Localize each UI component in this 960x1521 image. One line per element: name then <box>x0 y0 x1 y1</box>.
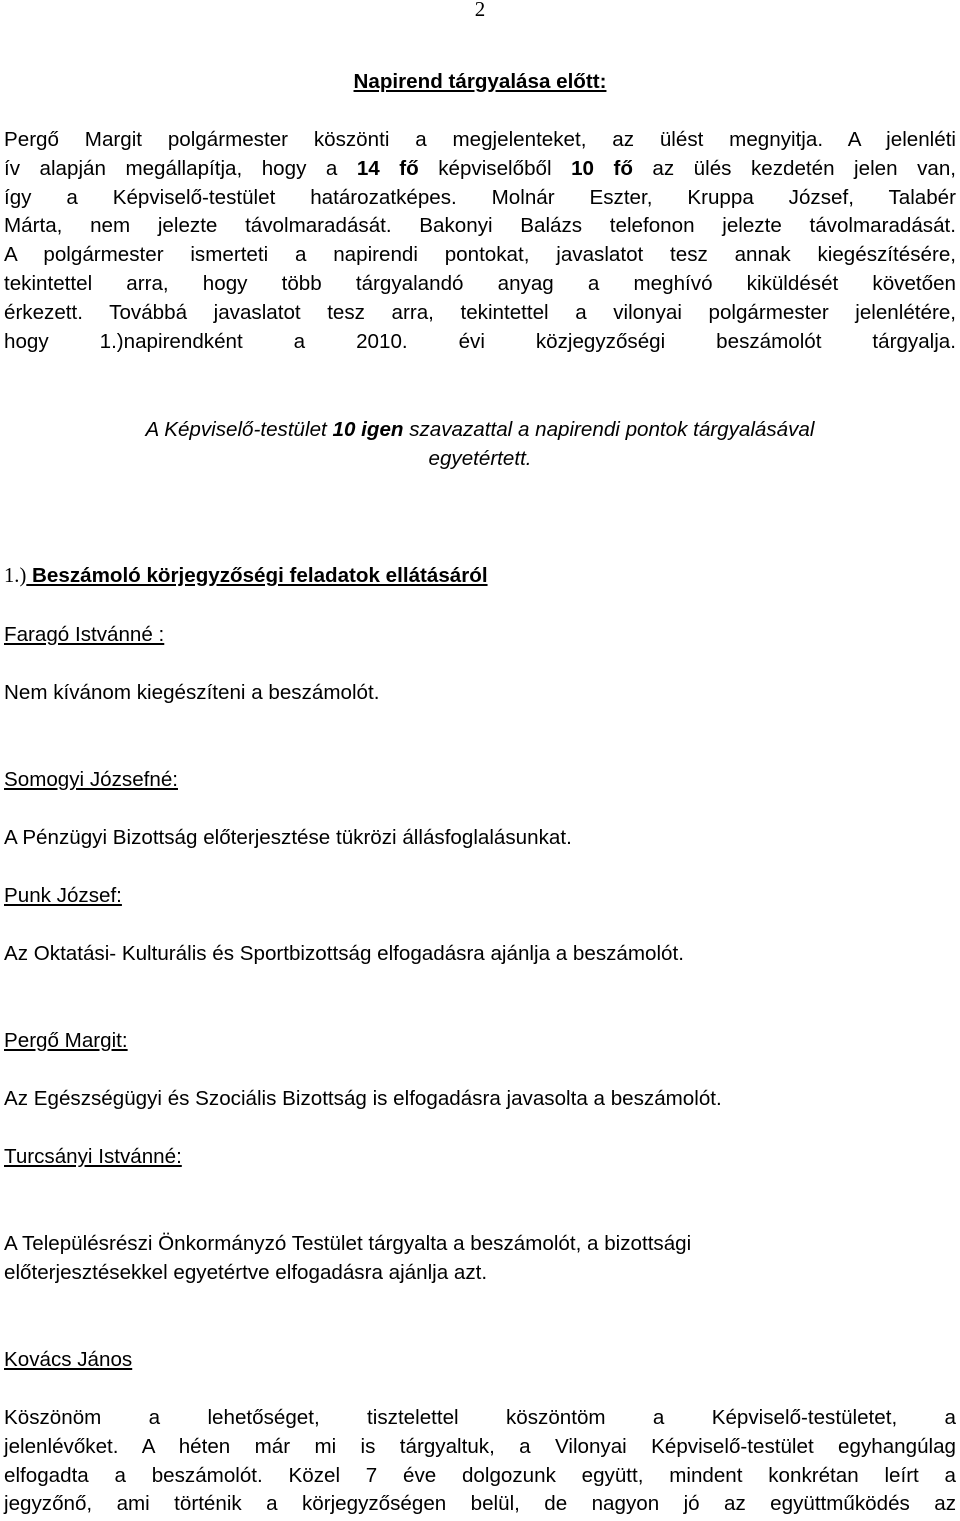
statement-line: jegyzőnő, ami történik a körjegyzőségen belül, de nagyon jó az együttműködés az <box>4 1492 956 1516</box>
speaker-statement: Nem kívánom kiegészíteni a beszámolót. <box>4 681 380 704</box>
vote-count: 10 <box>332 418 356 441</box>
intro-line: így a Képviselő-testület határozatképes. Molnár Eszter, Kruppa József, Talabér <box>4 185 956 209</box>
intro-line: érkezett. Továbbá javaslatot tesz arra, tekintettel a vilonyai polgármester jelenlétére, <box>4 300 956 324</box>
speaker-statement: Az Oktatási- Kulturális és Sportbizottság elfogadásra ajánlja a beszámolót. <box>4 942 684 965</box>
intro-line: Pergő Margit polgármester köszönti a megjelenteket, az ülést megnyitja. A jelenléti <box>4 128 956 151</box>
resolution-line: egyetértett. <box>428 446 532 470</box>
present-members: 10 fő <box>571 156 633 180</box>
vote-type: igen <box>361 418 404 441</box>
speaker-name: Faragó Istvánné : <box>4 623 165 646</box>
resolution <box>4 416 956 474</box>
resolution-line: A Képviselő-testület 10 igen szavazattal a napirendi pontok tárgyalásával <box>145 418 815 441</box>
speaker-name: Somogyi Józsefné: <box>4 768 178 791</box>
speaker-name: Kovács János <box>4 1348 133 1371</box>
intro-paragraph <box>4 126 956 356</box>
intro-line: ív alapján megállapítja, hogy a 14 fő képviselőből 10 fő az ülés kezdetén jelen van, <box>4 156 956 180</box>
statement-line: előterjesztésekkel egyetértve elfogadásra ajánlja azt. <box>4 1260 488 1284</box>
agenda-item-number: 1.) <box>4 565 27 587</box>
statement-line: elfogadta a beszámolót. Közel 7 éve dolgozunk együtt, mindent konkrétan leírt a <box>4 1463 956 1487</box>
agenda-item-heading: Beszámoló körjegyzőségi feladatok ellátásáról <box>26 564 488 587</box>
page-number: 2 <box>474 0 486 21</box>
speaker-name: Pergő Margit: <box>4 1029 128 1052</box>
speaker-statement <box>4 1404 956 1519</box>
speaker-statement: Az Egészségügyi és Szociális Bizottság is elfogadásra javasolta a beszámolót. <box>4 1087 722 1110</box>
intro-line: tekintettel arra, hogy több tárgyalandó anyag a meghívó kiküldését követően <box>4 271 956 295</box>
speaker-name: Turcsányi Istvánné: <box>4 1145 182 1168</box>
total-members: 14 fő <box>356 156 419 180</box>
intro-line: A polgármester ismerteti a napirendi pontokat, javaslatot tesz annak kiegészítésére, <box>4 243 956 267</box>
statement-line: jelenlévőket. A héten már mi is tárgyaltuk, a Vilonyai Képviselő-testület egyhangúlag <box>4 1434 956 1458</box>
agenda-item-title <box>4 562 956 591</box>
statement-line: A Településrészi Önkormányzó Testület tárgyalta a beszámolót, a bizottsági <box>4 1232 692 1255</box>
intro-line: Márta, nem jelezte távolmaradását. Bakonyi Balázs telefonon jelezte távolmaradását. <box>4 214 956 238</box>
intro-line: hogy 1.)napirendként a 2010. évi közjegyzőségi beszámolót tárgyalja. <box>4 329 956 353</box>
section-heading: Napirend tárgyalása előtt: <box>353 70 607 93</box>
speaker-statement: A Pénzügyi Bizottság előterjesztése tükrözi állásfoglalásunkat. <box>4 826 572 849</box>
statement-line: Köszönöm a lehetőséget, tisztelettel köszöntöm a Képviselő-testületet, a <box>4 1406 956 1429</box>
speaker-name: Punk József: <box>4 884 122 907</box>
speaker-statement <box>4 1230 956 1288</box>
